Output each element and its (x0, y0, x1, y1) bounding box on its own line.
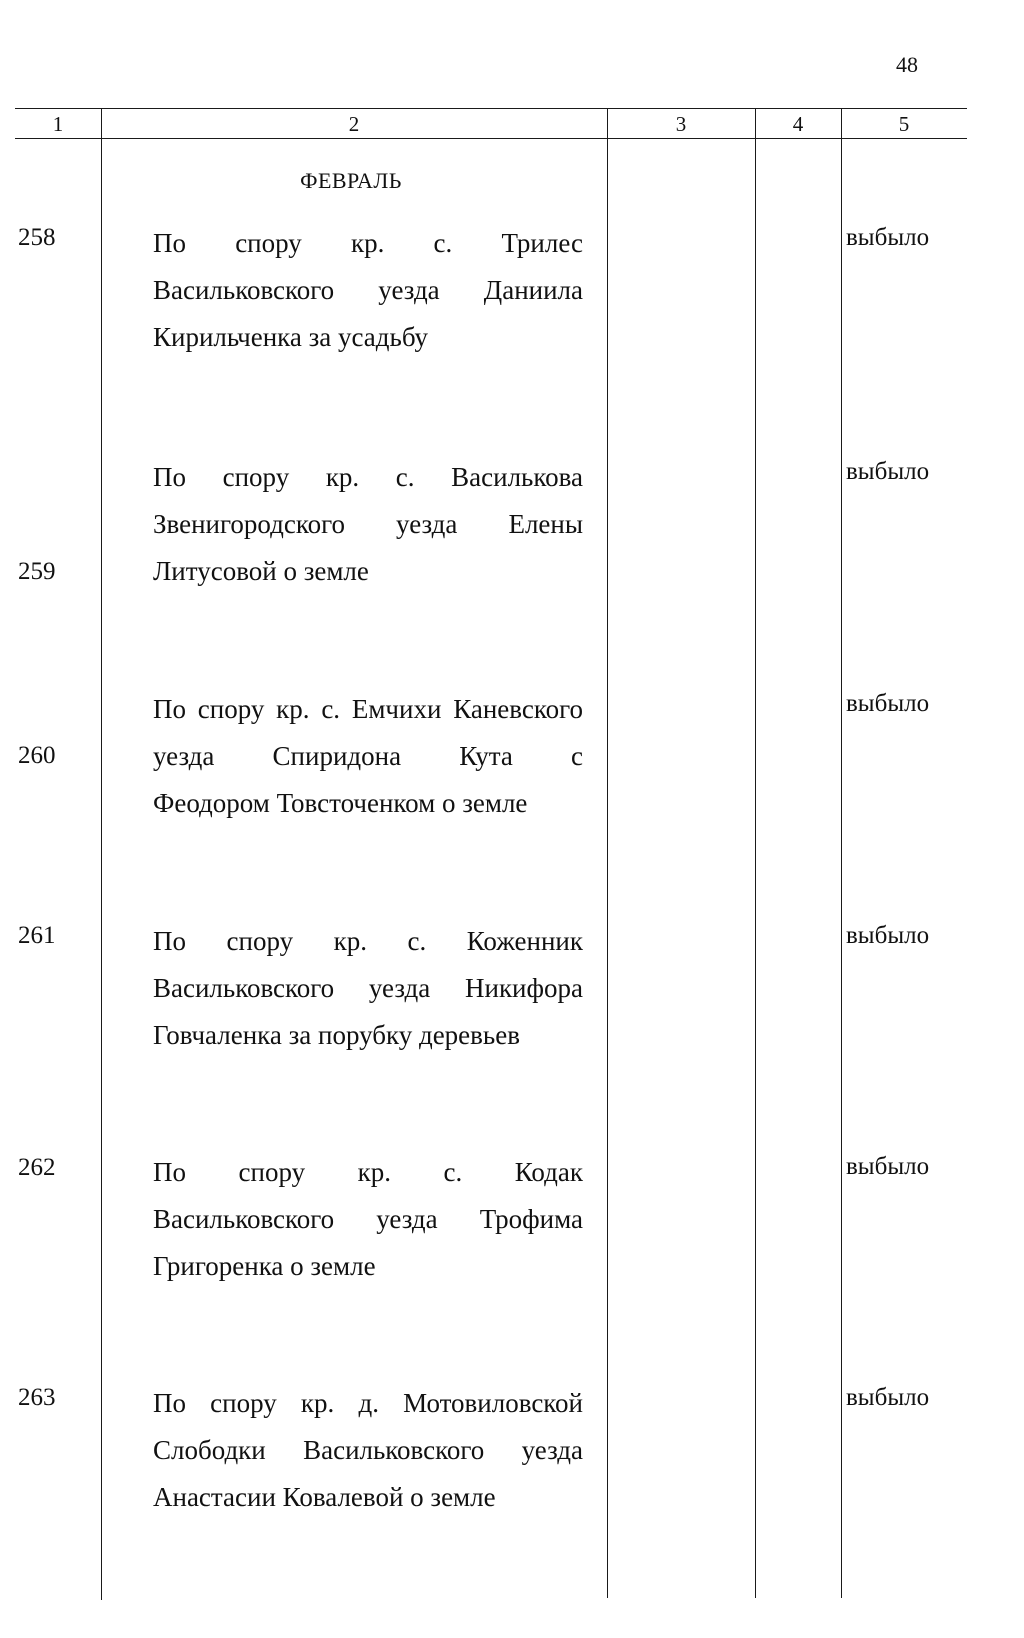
description-line: По спору кр. с. Кодак (153, 1157, 583, 1187)
row-status: выбыло (846, 224, 930, 251)
row-number: 258 (18, 224, 56, 251)
description-line: Слободки Васильковского уезда (153, 1435, 583, 1465)
column-header-2: 2 (348, 112, 360, 136)
column-header-3: 3 (675, 112, 687, 136)
row-description (153, 686, 583, 827)
column-divider-2 (607, 108, 608, 1598)
row-status: выбыло (846, 458, 930, 485)
row-description (153, 454, 583, 595)
description-line: Васильковского уезда Даниила (153, 275, 583, 305)
row-description (153, 918, 583, 1059)
column-divider-4 (841, 108, 842, 1598)
column-header-1: 1 (52, 112, 64, 136)
column-header-5: 5 (898, 112, 910, 136)
header-top-rule (15, 108, 967, 109)
description-line: Григоренка о земле (153, 1251, 376, 1281)
description-line: По спору кр. д. Мотовиловской (153, 1388, 583, 1418)
row-description (153, 1149, 583, 1290)
description-line: Кирильченка за усадьбу (153, 322, 429, 352)
description-line: Анастасии Ковалевой о земле (153, 1482, 496, 1512)
column-divider-3 (755, 108, 756, 1598)
description-line: Васильковского уезда Трофима (153, 1204, 583, 1234)
row-number: 259 (18, 558, 56, 585)
row-status: выбыло (846, 690, 930, 717)
column-header-4: 4 (792, 112, 804, 136)
description-line: Феодором Товсточенком о земле (153, 788, 528, 818)
row-number: 260 (18, 742, 56, 769)
row-status: выбыло (846, 1153, 930, 1180)
row-description (153, 220, 583, 361)
header-bottom-rule (15, 138, 967, 139)
description-line: Васильковского уезда Никифора (153, 973, 583, 1003)
page-number: 48 (896, 52, 918, 77)
description-line: По спору кр. с. Трилес (153, 228, 583, 258)
description-line: уезда Спиридона Кута с (153, 741, 583, 771)
description-line: Говчаленка за порубку деревьев (153, 1020, 520, 1050)
row-number: 263 (18, 1384, 56, 1411)
description-line: Звенигородского уезда Елены (153, 509, 583, 539)
row-number: 261 (18, 922, 56, 949)
description-line: По спору кр. с. Василькова (153, 462, 583, 492)
description-line: По спору кр. с. Емчихи Каневского (153, 694, 583, 724)
row-status: выбыло (846, 1384, 930, 1411)
row-number: 262 (18, 1154, 56, 1181)
section-title: ФЕВРАЛЬ (300, 168, 402, 193)
description-line: Литусовой о земле (153, 556, 369, 586)
column-divider-1 (101, 108, 102, 1600)
description-line: По спору кр. с. Коженник (153, 926, 583, 956)
row-status: выбыло (846, 922, 930, 949)
row-description (153, 1380, 583, 1521)
